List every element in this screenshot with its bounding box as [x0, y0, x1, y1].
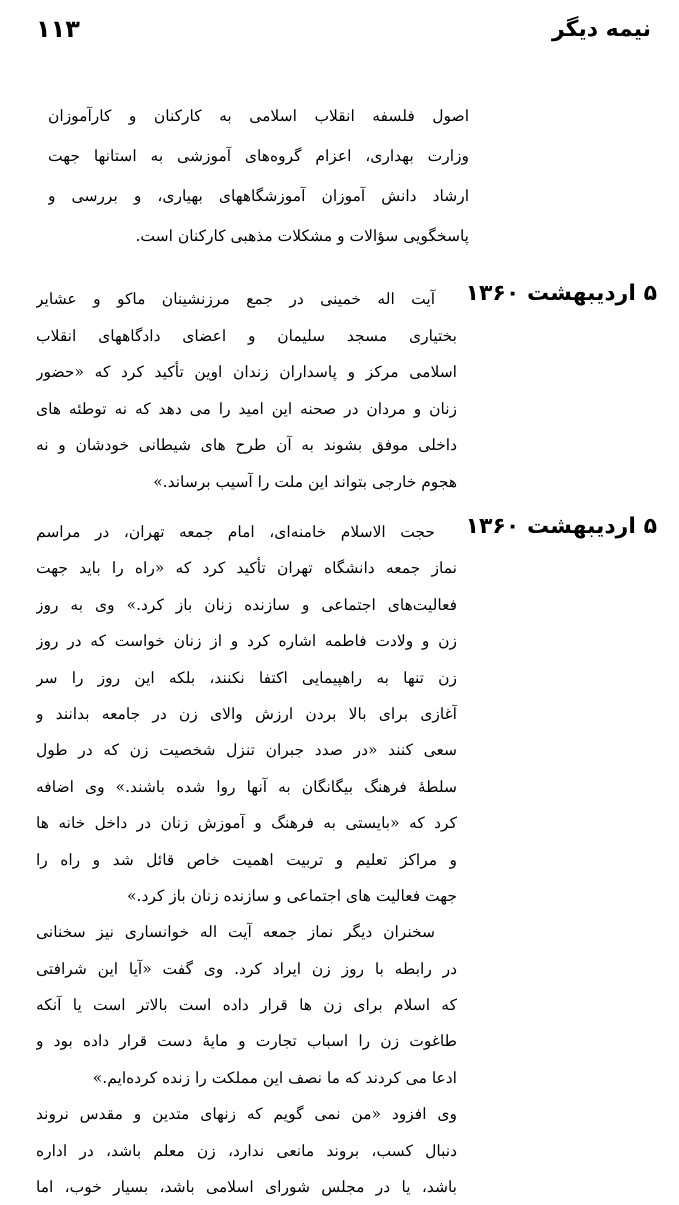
text-line: آیت اله خمینی در جمع مرزنشینان ماکو و عشایر	[36, 290, 435, 308]
text-line: حجت الاسلام خامنه‌ای، امام جمعه تهران، در مراسم	[36, 523, 435, 541]
text-line: سلطهٔ فرهنگ بیگانگان به آنها روا شده باشند.» وی اضافه	[36, 777, 457, 796]
text-line: که اسلام برای زن ها قرار داده است بالاتر است یا آنکه	[36, 996, 457, 1015]
text-line: سخنران دیگر نماز جمعه آیت اله خوانساری نیز سخنانی	[36, 923, 435, 942]
text-line: وی افزود «من نمی گویم که زنهای متدین و مقدس نروند	[36, 1105, 457, 1124]
text-line: فعالیت‌های اجتماعی و سازنده زنان باز کرد.» وی به روز	[36, 595, 457, 614]
text-line: وزارت بهداری، اعزام گروه‌های آموزشی به استانها جهت	[48, 147, 469, 165]
page-number: ۱۱۳	[36, 15, 80, 43]
text-line: و مراکز تعلیم و تربیت اهمیت خاص قائل شد و راه را	[36, 850, 457, 869]
text-line: زن و ولادت فاطمه اشاره کرد و از زنان خواست که در روز	[36, 632, 457, 651]
entry-date: ۵ اردیبهشت ۱۳۶۰	[465, 514, 657, 539]
text-line: جهت فعالیت های اجتماعی و سازنده زنان باز کرد.»	[127, 886, 457, 905]
text-line: زن تنها به راهپیمایی اکتفا نکنند، بلکه این روز را سر	[36, 668, 457, 687]
text-line: زنان و مردان در صحنه این امید را می دهد که نه توطئه های	[36, 399, 457, 418]
text-line: باشد، یا در مجلس شورای اسلامی باشد، بسیار خوب، اما	[36, 1178, 457, 1197]
running-title: نیمه دیگر	[551, 16, 651, 42]
text-line: نماز جمعه دانشگاه تهران تأکید کرد که «راه را باید جهت	[36, 559, 457, 578]
text-line: اصول فلسفه انقلاب اسلامی به کارکنان و کارآموزان	[48, 107, 469, 125]
text-line: پاسخگویی سؤالات و مشکلات مذهبی کارکنان است.	[135, 227, 469, 245]
text-line: دنبال کسب، بروند مانعی ندارد، زن معلم باشد، در اداره	[36, 1141, 457, 1160]
chronology-entry	[36, 514, 657, 1205]
text-line: طاغوت زن را اسباب تجارت و مایهٔ دست قرار داده بود و	[36, 1032, 457, 1051]
text-line: ادعا می کردند که ما نصف این مملکت را زنده کرده‌ایم.»	[92, 1068, 457, 1087]
text-line: داخلی موفق بشوند به آن طرح های شیطانی خودشان و نه	[36, 436, 457, 454]
continuation-paragraph	[48, 96, 469, 256]
text-line: سعی کنند «در صدد جبران تنزل شخصیت زن که در طول	[36, 741, 457, 760]
chronology-entry	[36, 281, 657, 500]
entry-date: ۵ اردیبهشت ۱۳۶۰	[465, 281, 657, 306]
page-header	[36, 12, 651, 46]
text-line: ارشاد دانش آموزان آموزشگاههای بهیاری، و بررسی و	[48, 187, 469, 205]
entry-body	[36, 514, 457, 1205]
text-line: کرد که «بایستی به فرهنگ و آموزش زنان در داخل خانه ها	[36, 814, 457, 833]
text-line: در رابطه با روز زن ایراد کرد. وی گفت «آیا این شرافتی	[36, 959, 457, 978]
text-line: آغازی برای بالا بردن ارزش والای زن در جامعه بدانند و	[36, 704, 457, 723]
text-line: هجوم خارجی بتواند این ملت را آسیب برساند.»	[153, 472, 457, 491]
text-line: اسلامی مرکز و پاسداران زندان اوین تأکید کرد که «حضور	[36, 363, 457, 381]
text-line: بختیاری مسجد سلیمان و اعضای دادگاههای انقلاب	[36, 326, 457, 345]
entry-body	[36, 281, 457, 500]
